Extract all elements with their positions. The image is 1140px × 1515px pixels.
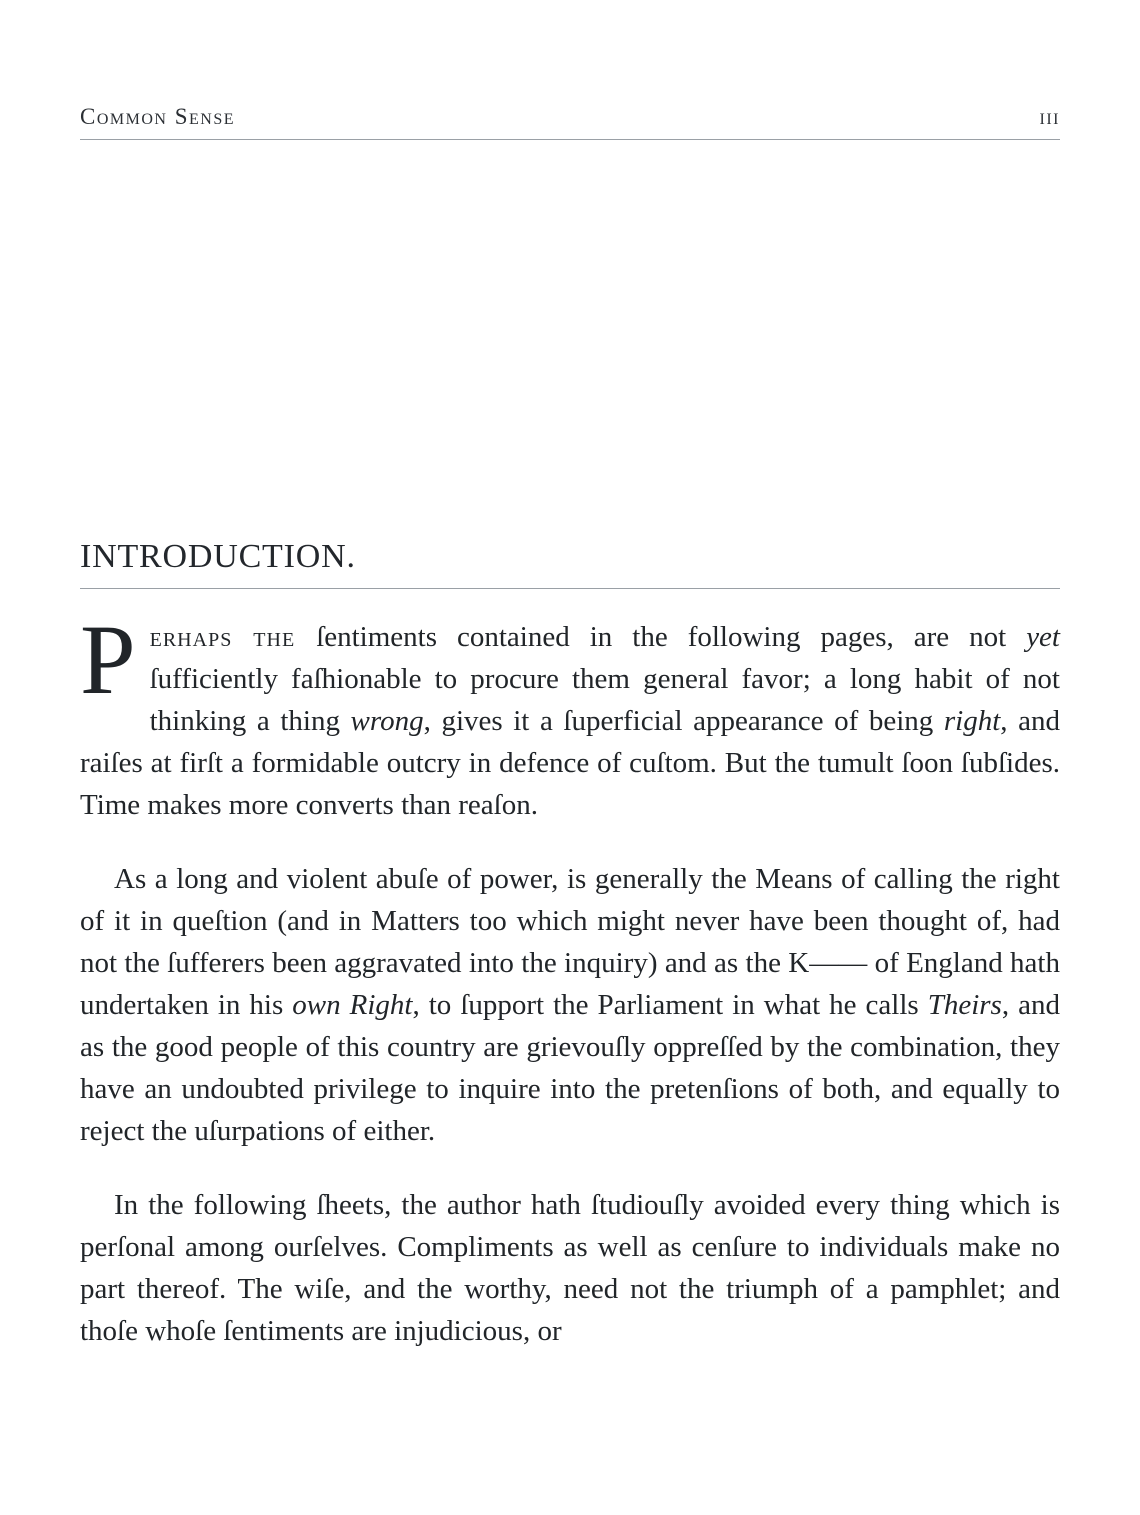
paragraph-3 xyxy=(80,1184,1060,1352)
section-heading: INTRODUCTION. xyxy=(80,538,356,575)
paragraph-1 xyxy=(80,604,1060,826)
text-segment: Theirs xyxy=(927,989,1002,1021)
top-whitespace xyxy=(80,140,1060,538)
body-text xyxy=(80,604,1060,1352)
text-segment: As a long and violent abuſe of power, is generally the Means of calling the right of it in queſtion (and in Matters too which might never have been thought of, had not the ſufferers been aggravated into the inquiry) and as the K—— of England hath undertaken in his xyxy=(80,863,1060,1021)
text-segment: ſentiments contained in the following pages, are not xyxy=(316,621,1027,653)
text-segment: , gives it a ſuperficial appearance of being xyxy=(423,705,944,737)
text-segment: , and as the good people of this country are grievouſly oppreſſed by the combination, they have an undoubted privilege to inquire into the pretenſions of both, and equally to reject the uſurpations of either. xyxy=(80,989,1060,1147)
text-segment: ſufficiently faſhionable to procure them general favor; a long habit of not thinking a thing xyxy=(149,663,1060,737)
text-segment: right xyxy=(943,705,1001,737)
paragraph-2 xyxy=(80,858,1060,1152)
page-number: iii xyxy=(1039,104,1060,129)
text-segment: wrong xyxy=(350,705,424,737)
text-segment: , to ſupport the Parliament in what he calls xyxy=(412,989,928,1021)
text-segment: , and raiſes at firſt a formidable outcry in defence of cuſtom. But the tumult ſoon ſubſides. Time makes more converts than reaſon. xyxy=(80,705,1060,821)
book-title: Common Sense xyxy=(80,104,235,129)
text-segment: In the following ſheets, the author hath ſtudiouſly avoided every thing which is perſonal among ourſelves. Compliments as well as cenſure to individuals make no part thereof. The wiſe, and the worthy, need not the triumph of a pamphlet; and thoſe whoſe ſentiments are injudicious, or xyxy=(80,1189,1060,1347)
running-head xyxy=(80,104,1060,130)
text-segment: erhaps the xyxy=(149,621,317,653)
heading-rule xyxy=(80,588,1060,589)
drop-cap: P xyxy=(80,604,136,715)
paragraph-1-text xyxy=(80,604,1060,821)
text-segment: yet xyxy=(1026,621,1060,653)
text-segment: own Right xyxy=(292,989,413,1021)
